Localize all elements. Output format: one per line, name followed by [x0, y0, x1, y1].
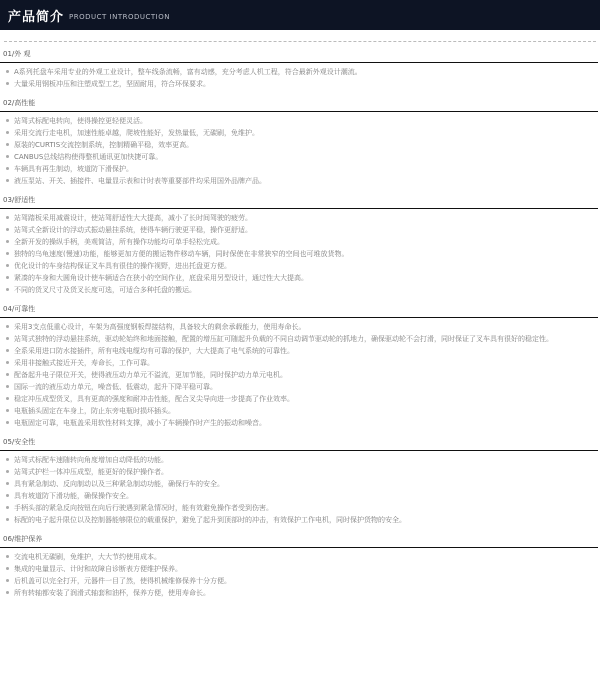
list-item: 紧凑的车身和大圆角设计使车辆适合在狭小的空间作业，底盘采用另型设计，通过性大大提高。 — [6, 272, 592, 284]
list-item: 采用非接触式接近开关，寿命长，工作可靠。 — [6, 357, 592, 369]
feature-list — [0, 212, 600, 301]
section-title: 04/可靠性 — [0, 302, 598, 318]
feature-section — [0, 47, 600, 95]
list-item: 车辆具有再生制动，坡道防下滑保护。 — [6, 163, 592, 175]
list-item: 稳定冲压成型货叉，具有更高的强度和耐冲击性能，配合叉尖导向进一步提高了作业效率。 — [6, 393, 592, 405]
list-item: 站驾式护栏一体冲压成型，能更好的保护操作者。 — [6, 466, 592, 478]
list-item: 配备起升电子限位开关，使得液压动力单元不溢流，更加节能，同时保护动力单元电机。 — [6, 369, 592, 381]
section-title: 02/高性能 — [0, 96, 598, 112]
list-item: 液压泵站、开关、插接件、电量显示表和计时表等重要部件均采用国外品牌产品。 — [6, 175, 592, 187]
list-item: 站驾式标配电转向，使得操控更轻便灵活。 — [6, 115, 592, 127]
list-item: 标配的电子起升限位以及控制器能够限位的载重保护，避免了起升到顶部时的冲击，有效保护工作电机，同时保护货物的安全。 — [6, 514, 592, 526]
feature-list — [0, 454, 600, 531]
feature-list — [0, 115, 600, 192]
list-item: 具有紧急制动、反向制动以及三种紧急制动功能，确保行车的安全。 — [6, 478, 592, 490]
list-item: 电瓶插头固定在车身上，防止东旁电瓶时损坏插头。 — [6, 405, 592, 417]
list-item: 站驾式标配车速随转向角度增加自动降低的功能。 — [6, 454, 592, 466]
list-item: 站驾式独特的浮动悬挂系统，驱动轮始终和地面接触，配置的增压缸可随起升负载的不同自动调节驱动轮的抓地力，确保驱动轮不会打滑，同时保证了叉车具有很好的稳定性。 — [6, 333, 592, 345]
list-item: 不同的货叉尺寸及货叉长度可选，可适合多种托盘的搬运。 — [6, 284, 592, 296]
list-item: 所有转轴都安装了润滑式轴套和油杯，保养方便，使用寿命长。 — [6, 587, 592, 599]
list-item: 独特的乌龟速度(慢速)功能，能够更加方便的搬运物件移动车辆，同时保使在非常狭窄的空间也可堆放货物。 — [6, 248, 592, 260]
product-intro-content — [0, 42, 600, 604]
list-item: 优化设计的车身结构保证叉车具有很佳的操作视野，进出托盘更方便。 — [6, 260, 592, 272]
list-item: 采用交流行走电机，加速性能卓越，爬坡性能好，发热量低，无碳刷，免维护。 — [6, 127, 592, 139]
section-title: 06/维护保养 — [0, 532, 598, 548]
feature-section — [0, 302, 600, 434]
list-item: 全新开发的操纵手柄，美观简洁，所有操作功能均可单手轻松完成。 — [6, 236, 592, 248]
list-item: 大量采用钢板冲压和注塑成型工艺，坚固耐用，符合环保要求。 — [6, 78, 592, 90]
section-title: 05/安全性 — [0, 435, 598, 451]
list-item: 具有坡道防下滑功能，确保操作安全。 — [6, 490, 592, 502]
list-item: 原装的CURTIS交流控制系统，控制精确平稳，效率更高。 — [6, 139, 592, 151]
feature-list — [0, 551, 600, 604]
list-item: CANBUS总线结构使得整机通讯更加快捷可靠。 — [6, 151, 592, 163]
list-item: 集成的电量显示、计时和故障自诊断表方便维护保养。 — [6, 563, 592, 575]
list-item: A系列托盘车采用专业的外观工业设计，整车线条流畅，富有动感，充分考虑人机工程，符合最新外观设计潮流。 — [6, 66, 592, 78]
section-header — [0, 0, 600, 30]
list-item: 站驾踏板采用减震设计，使站驾舒适性大大提高，减小了长时间驾驶的疲劳。 — [6, 212, 592, 224]
list-item: 国际一流的液压动力单元，噪音低、低震动，起升下降平稳可靠。 — [6, 381, 592, 393]
list-item: 手柄头部的紧急反向按钮在向后行驶遇到紧急情况时，能有效避免操作者受到伤害。 — [6, 502, 592, 514]
section-title: 03/舒适性 — [0, 193, 598, 209]
feature-section — [0, 435, 600, 531]
list-item: 后机盖可以完全打开，元器件一目了然，使得机械维修保养十分方便。 — [6, 575, 592, 587]
feature-section — [0, 532, 600, 604]
page-title: 产品简介 — [8, 9, 65, 25]
section-title: 01/外 观 — [0, 47, 598, 63]
list-item: 采用3支点低重心设计，车架为高强度钢板焊接结构，具备较大的剩余承载能力，使用寿命长。 — [6, 321, 592, 333]
list-item: 交流电机无碳刷，免维护，大大节约使用成本。 — [6, 551, 592, 563]
feature-list — [0, 321, 600, 434]
list-item: 站驾式全新设计的浮动式振动悬挂系统，使得车辆行驶更平稳，操作更舒适。 — [6, 224, 592, 236]
feature-list — [0, 66, 600, 95]
page-subtitle: PRODUCT INTRODUCTION — [69, 12, 170, 21]
feature-section — [0, 96, 600, 192]
feature-section — [0, 193, 600, 301]
list-item: 全系采用进口防水接插件，所有电线电缆均有可靠的保护，大大提高了电气系统的可靠性。 — [6, 345, 592, 357]
list-item: 电瓶固定可靠，电瓶盖采用软性材料支撑，减小了车辆操作时产生的振动和噪音。 — [6, 417, 592, 429]
